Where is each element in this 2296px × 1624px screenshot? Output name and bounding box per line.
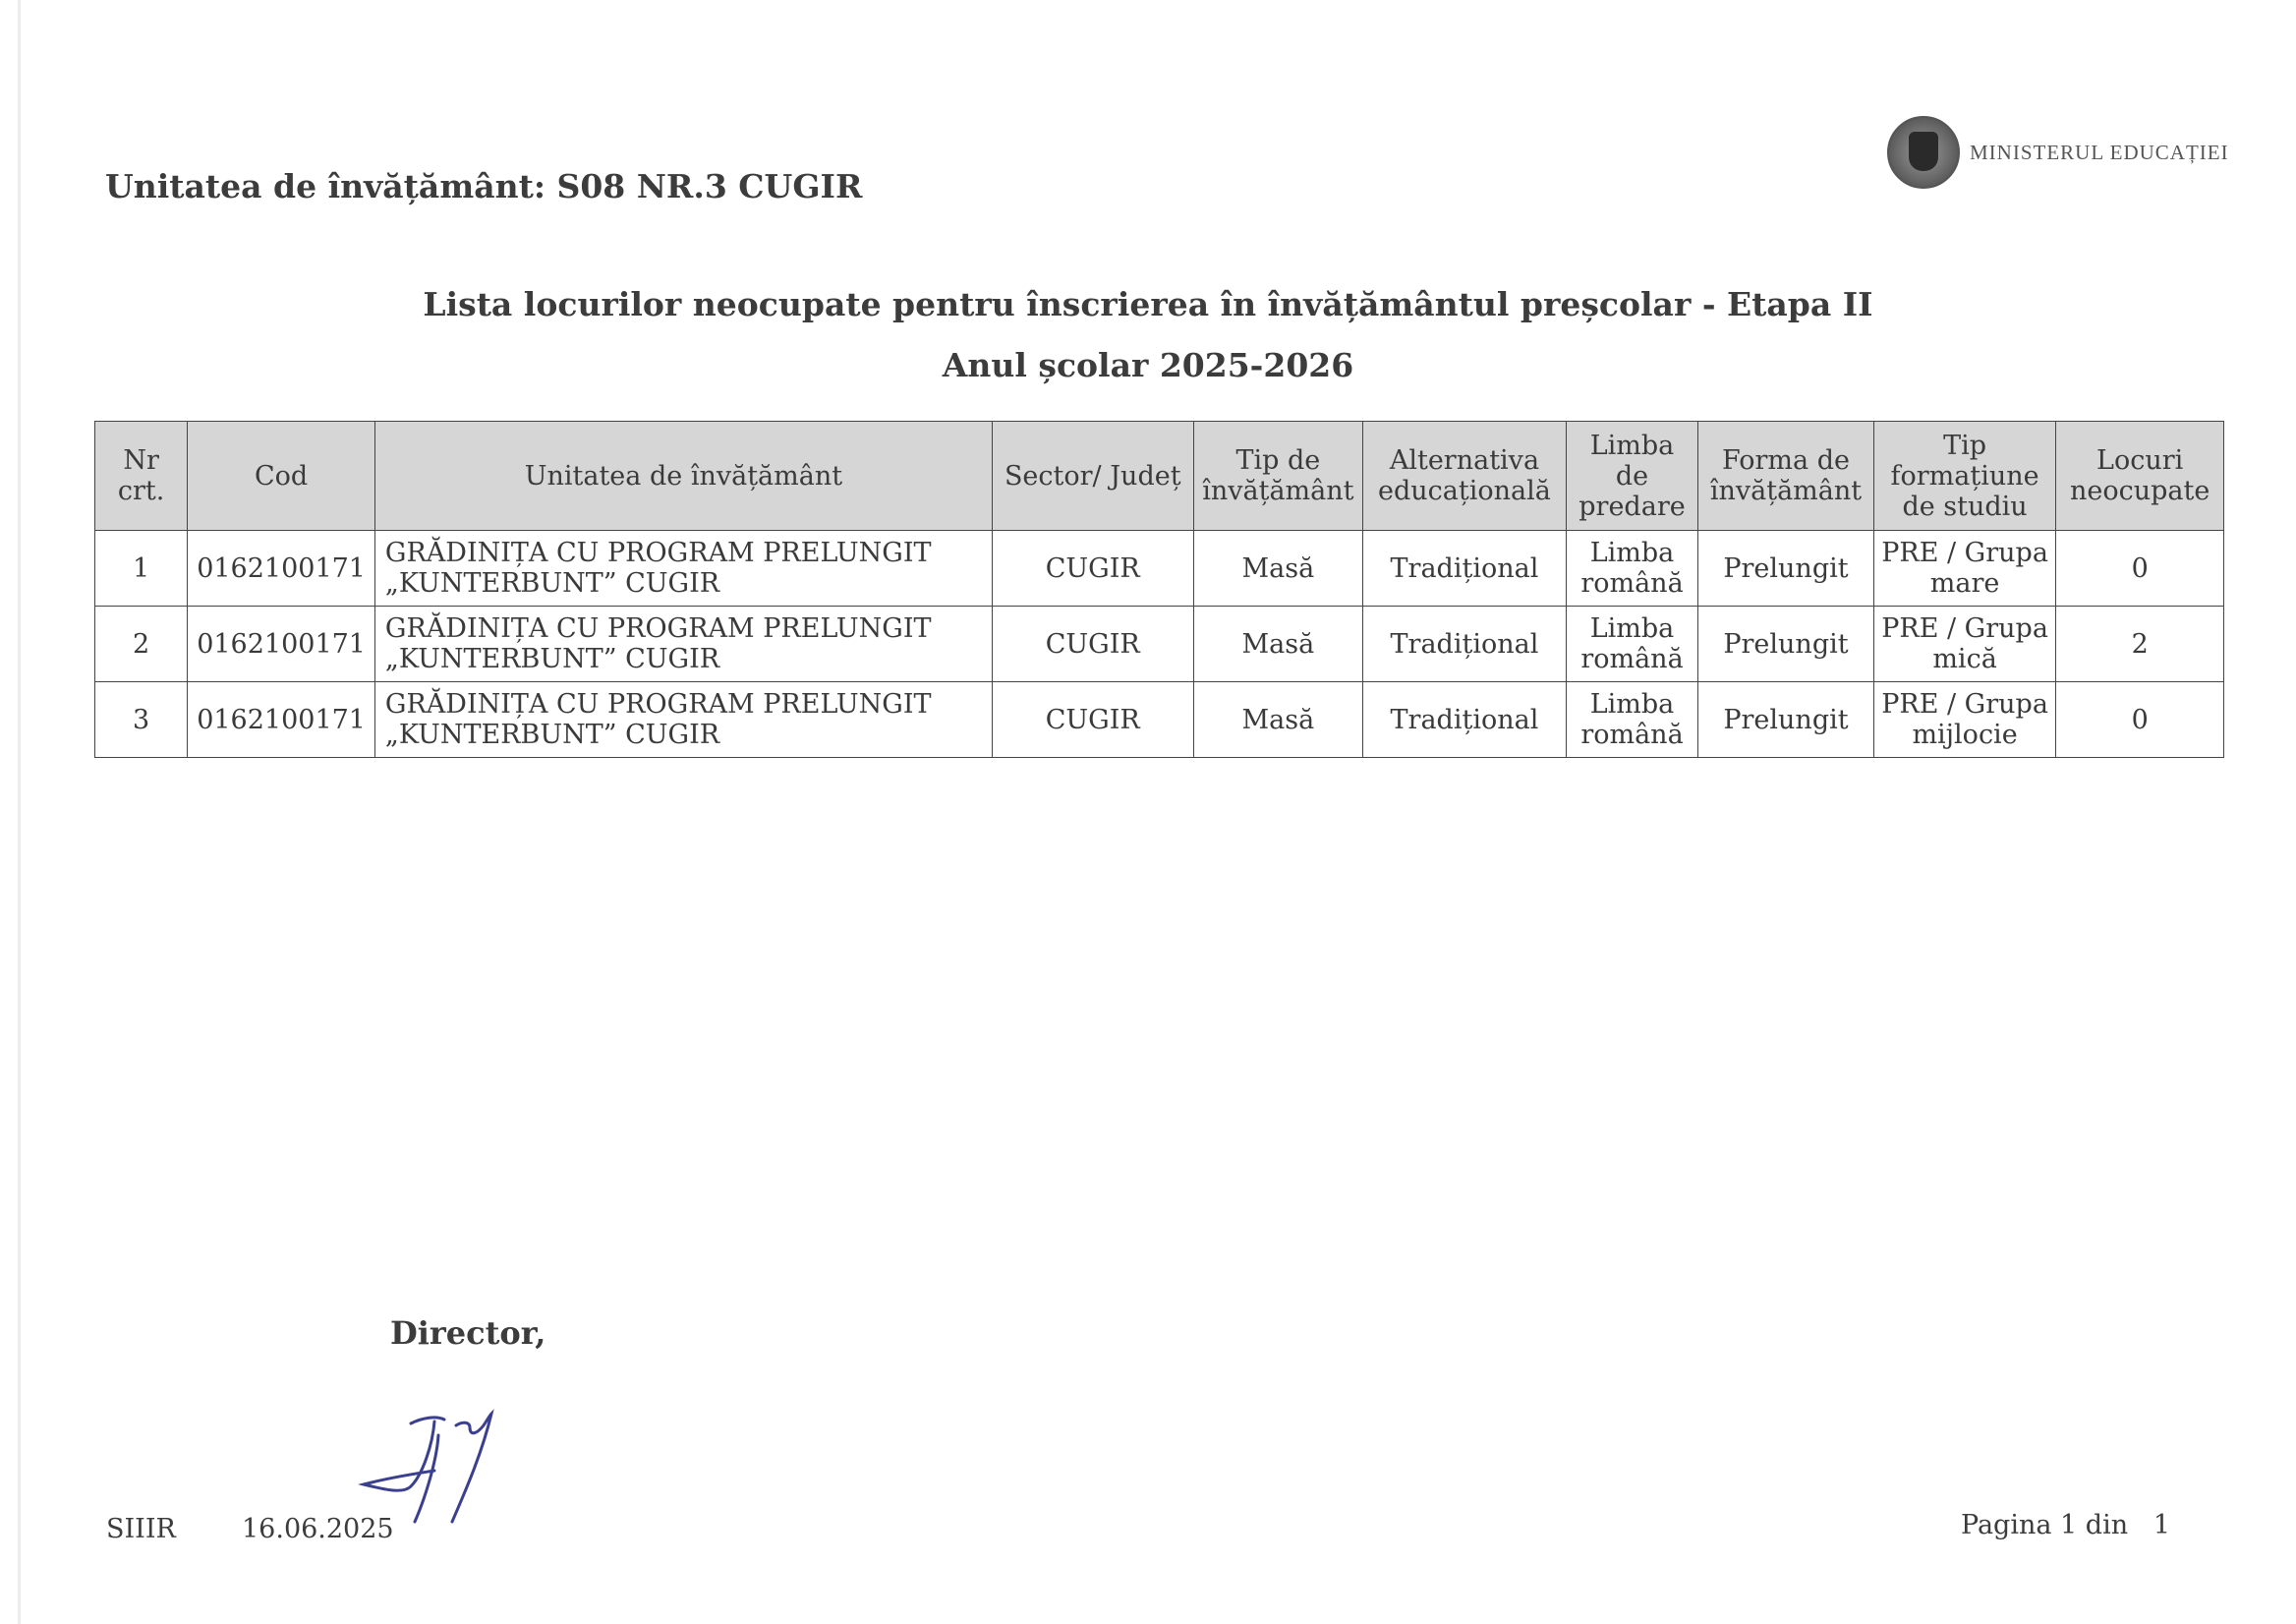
column-header-language: Limba de predare (1566, 422, 1697, 531)
language: Limba română (1566, 607, 1697, 682)
unit-code: 0162100171 (188, 531, 375, 607)
document-date: 16.06.2025 (242, 1514, 394, 1544)
unit-name: GRĂDINIȚA CU PROGRAM PRELUNGIT „KUNTERBUNT” CUGIR (374, 682, 992, 758)
education-type: Masă (1193, 607, 1363, 682)
sector: CUGIR (992, 607, 1193, 682)
group-type: PRE / Grupa mare (1873, 531, 2056, 607)
column-header-cod: Cod (188, 422, 375, 531)
signature-icon (354, 1396, 531, 1534)
vacancies: 0 (2056, 531, 2224, 607)
education-type: Masă (1193, 682, 1363, 758)
row-number: 3 (95, 682, 188, 758)
sector: CUGIR (992, 682, 1193, 758)
education-type: Masă (1193, 531, 1363, 607)
page-number: Pagina 1 din 1 (1961, 1510, 2171, 1540)
column-header-form: Forma de învățământ (1698, 422, 1874, 531)
vacancies-table (94, 421, 2224, 758)
row-number: 2 (95, 607, 188, 682)
ministry-logo (1887, 116, 2229, 189)
alternative: Tradițional (1363, 682, 1567, 758)
column-header-unit: Unitatea de învățământ (374, 422, 992, 531)
group-type: PRE / Grupa mică (1873, 607, 2056, 682)
language: Limba română (1566, 682, 1697, 758)
group-type: PRE / Grupa mijlocie (1873, 682, 2056, 758)
unit-code: 0162100171 (188, 682, 375, 758)
table-row (95, 607, 2224, 682)
column-header-group-type: Tip formațiune de studiu (1873, 422, 2056, 531)
unit-name: GRĂDINIȚA CU PROGRAM PRELUNGIT „KUNTERBUNT” CUGIR (374, 531, 992, 607)
scan-edge (18, 0, 21, 1624)
language: Limba română (1566, 531, 1697, 607)
coat-of-arms-icon (1887, 116, 1960, 189)
column-header-vacancies: Locuri neocupate (2056, 422, 2224, 531)
director-label: Director, (390, 1314, 546, 1352)
column-header-education-type: Tip de învățământ (1193, 422, 1363, 531)
sector: CUGIR (992, 531, 1193, 607)
document-title: Lista locurilor neocupate pentru înscrierea în învățământul preșcolar - Etapa II (423, 285, 1873, 323)
unit-name: GRĂDINIȚA CU PROGRAM PRELUNGIT „KUNTERBUNT” CUGIR (374, 607, 992, 682)
education-form: Prelungit (1698, 531, 1874, 607)
education-form: Prelungit (1698, 607, 1874, 682)
table-row (95, 531, 2224, 607)
ministry-name: MINISTERUL EDUCAȚIEI (1970, 140, 2229, 164)
column-header-sector: Sector/ Județ (992, 422, 1193, 531)
column-header-alternative: Alternativa educațională (1363, 422, 1567, 531)
unit-code: 0162100171 (188, 607, 375, 682)
unit-heading: Unitatea de învățământ: S08 NR.3 CUGIR (105, 167, 863, 205)
vacancies: 0 (2056, 682, 2224, 758)
education-form: Prelungit (1698, 682, 1874, 758)
vacancies: 2 (2056, 607, 2224, 682)
alternative: Tradițional (1363, 531, 1567, 607)
column-header-nr: Nr crt. (95, 422, 188, 531)
document-subtitle: Anul școlar 2025-2026 (942, 346, 1354, 384)
alternative: Tradițional (1363, 607, 1567, 682)
row-number: 1 (95, 531, 188, 607)
table-row (95, 682, 2224, 758)
system-label: SIIIR (106, 1514, 176, 1544)
table-header-row (95, 422, 2224, 531)
